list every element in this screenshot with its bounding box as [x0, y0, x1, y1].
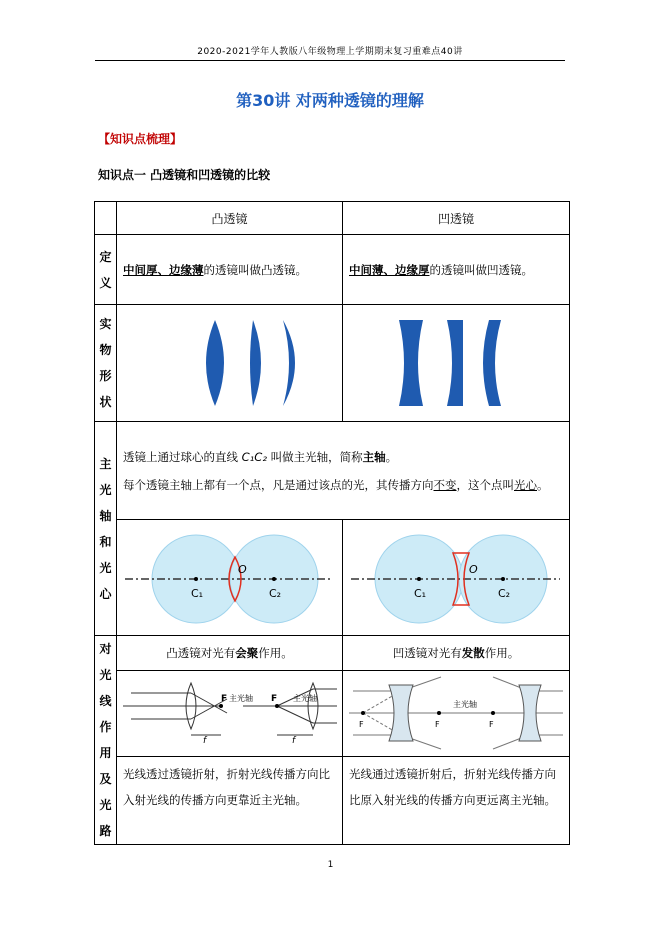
axis-label: 主光轴: [229, 694, 253, 704]
convex-shapes-cell: [117, 305, 343, 422]
header-convex: 凸透镜: [117, 202, 343, 235]
concave-effect: 凹透镜对光有发散作用。: [343, 636, 570, 671]
axis-line-1: 透镜上通过球心的直线 C₁C₂ 叫做主光轴，简称主轴。: [123, 449, 398, 464]
center-c1-label: C₁: [191, 586, 204, 600]
focus-label: F: [435, 720, 440, 730]
center-c1-label: C₁: [414, 586, 427, 600]
concave-lens-shapes: [343, 308, 568, 418]
convex-axis-figure: [117, 523, 341, 633]
convex-ray-diagram-cell: [117, 670, 343, 756]
concave-ray-diagram: [343, 673, 568, 753]
concave-path-text: 光线通过透镜折射后，折射光线传播方向比原入射光线的传播方向更远离主光轴。: [343, 756, 570, 844]
optical-center-label: O: [469, 562, 478, 576]
knowledge-point-heading: 知识点一 凸透镜和凹透镜的比较: [98, 168, 271, 182]
center-c2-label: C₂: [498, 586, 511, 600]
optical-center-label: O: [238, 562, 247, 576]
convex-effect: 凸透镜对光有会聚作用。: [117, 636, 343, 671]
biconcave-lens-icon: [399, 320, 423, 406]
focal-length-label: f: [292, 736, 296, 747]
convex-lens-shapes: [117, 308, 341, 418]
page-number: 1: [327, 860, 334, 870]
row-label-light: 对 光 线 作 用 及 光 路: [95, 636, 117, 845]
row-label-shape: 实 物 形 状: [95, 305, 117, 422]
concave-ray-diagram-cell: [343, 670, 570, 756]
header-rule: [95, 60, 565, 61]
concave-shapes-cell: [343, 305, 570, 422]
focus-label: F: [221, 694, 228, 705]
center-c2-label: C₂: [269, 586, 282, 600]
convex-path-text: 光线透过透镜折射，折射光线传播方向比入射光线的传播方向更靠近主光轴。: [117, 756, 343, 844]
planoconcave-lens-icon: [447, 320, 463, 406]
header-concave: 凹透镜: [343, 202, 570, 235]
table-corner: [95, 202, 117, 235]
concave-axis-figure-cell: [343, 520, 570, 636]
row-label-definition: 定 义: [95, 235, 117, 305]
meniscus-concave-lens-icon: [483, 320, 501, 406]
axis-line-2: 每个透镜主轴上都有一个点，凡是通过该点的光，其传播方向不变，这个点叫光心。: [123, 477, 549, 492]
concave-definition: 中间薄、边缘厚的透镜叫做凹透镜。: [343, 235, 570, 305]
section-tag: 【知识点梳理】: [98, 132, 183, 146]
meniscus-convex-lens-icon: [283, 320, 295, 406]
concave-axis-figure: [343, 523, 568, 633]
planoconvex-lens-icon: [250, 320, 261, 406]
biconvex-lens-icon: [206, 320, 224, 406]
convex-ray-diagram: [117, 673, 341, 753]
convex-axis-figure-cell: [117, 520, 343, 636]
axis-description: [117, 422, 570, 520]
focal-length-label: f: [203, 736, 207, 747]
row-label-axis: 主 光 轴 和 光 心: [95, 422, 117, 636]
page-header: 2020-2021学年人教版八年级物理上学期期末复习重难点40讲: [197, 47, 463, 57]
focus-label: F: [489, 720, 494, 730]
lecture-title: 第30讲 对两种透镜的理解: [236, 91, 424, 110]
convex-definition: 中间厚、边缘薄的透镜叫做凸透镜。: [117, 235, 343, 305]
axis-label: 主光轴: [453, 700, 477, 710]
axis-label: 主光轴: [293, 694, 317, 704]
focus-label: F: [359, 720, 364, 730]
lens-comparison-table: [94, 201, 570, 845]
focus-label: F: [271, 694, 278, 705]
